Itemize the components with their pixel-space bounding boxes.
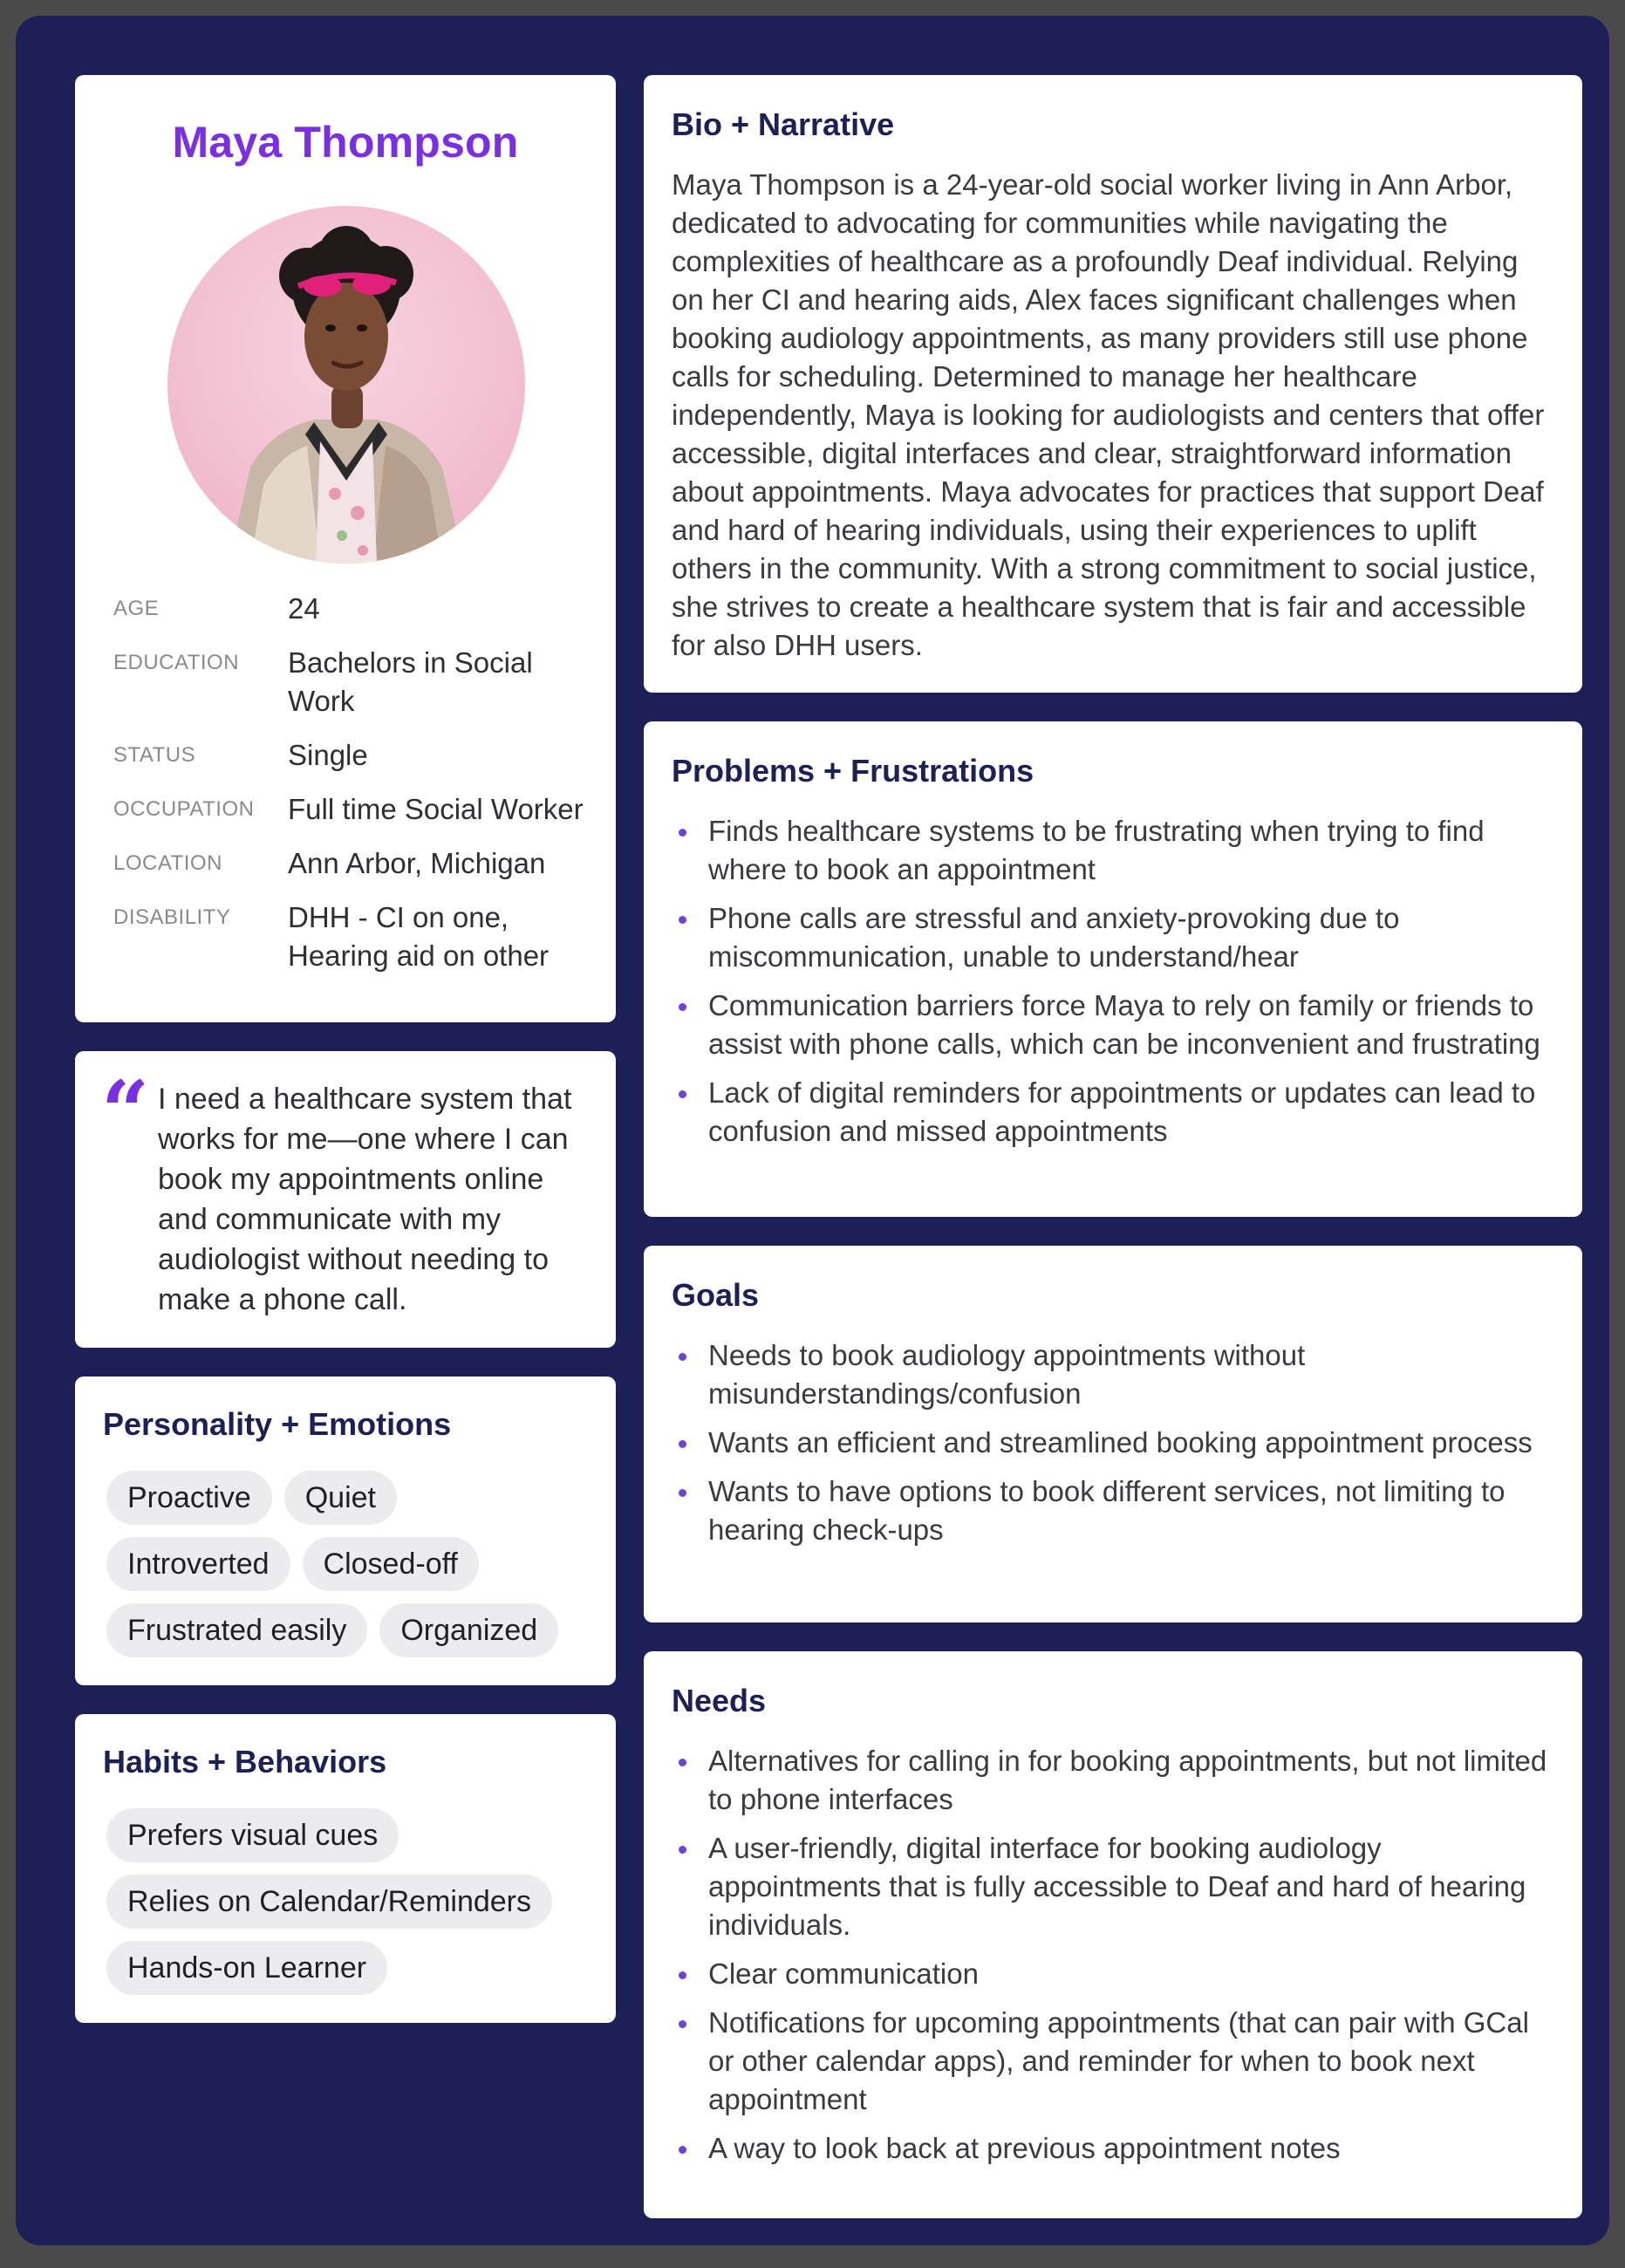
tag-chip: Introverted <box>106 1537 290 1591</box>
fact-occupation <box>113 790 590 829</box>
list-item: Communication barriers force Maya to rely on family or friends to assist with phone calls, which can be inconvenient and frustrating <box>672 987 1561 1063</box>
personality-card <box>75 1377 616 1685</box>
tag-chip: Hands-on Learner <box>106 1941 387 1995</box>
list-item: A user-friendly, digital interface for booking audiology appointments that is fully accessible to Deaf and hard of hearing individuals. <box>672 1829 1561 1944</box>
persona-name: Maya Thompson <box>172 118 519 167</box>
fact-label: DISABILITY <box>113 905 231 929</box>
bio-card <box>644 75 1582 693</box>
fact-education <box>113 644 590 721</box>
fact-value: Single <box>288 739 368 771</box>
problems-title: Problems + Frustrations <box>672 753 1034 789</box>
fact-value: Bachelors in Social Work <box>288 646 533 717</box>
needs-card <box>644 1651 1582 2218</box>
bio-title: Bio + Narrative <box>672 106 895 142</box>
fact-value: Ann Arbor, Michigan <box>288 847 546 879</box>
list-item: Needs to book audiology appointments without misunderstandings/confusion <box>672 1336 1561 1413</box>
list-item: A way to look back at previous appointment notes <box>672 2129 1561 2168</box>
avatar <box>167 206 525 564</box>
tag-chip: Quiet <box>284 1471 397 1525</box>
habits-tags <box>106 1808 598 2007</box>
fact-label: LOCATION <box>113 851 222 875</box>
list-item: Finds healthcare systems to be frustrating when trying to find where to book an appointment <box>672 812 1561 889</box>
goals-title: Goals <box>672 1277 760 1313</box>
fact-value: DHH - CI on one, Hearing aid on other <box>288 901 550 972</box>
fact-value: Full time Social Worker <box>288 793 584 825</box>
quote-icon: “ <box>101 1062 150 1161</box>
tag-chip: Frustrated easily <box>106 1603 367 1657</box>
goals-list <box>672 1336 1561 1560</box>
quote-text: I need a healthcare system that works for me—one where I can book my appointments online and communicate with my audiologist without needing to make a phone call. <box>158 1083 572 1316</box>
fact-status <box>113 736 590 775</box>
tag-chip: Prefers visual cues <box>106 1808 399 1862</box>
list-item: Wants to have options to book different services, not limiting to hearing check-ups <box>672 1472 1561 1549</box>
personality-tags <box>106 1471 598 1670</box>
list-item: Clear communication <box>672 1955 1561 1993</box>
fact-age <box>113 590 590 628</box>
goals-card <box>644 1246 1582 1622</box>
habits-title: Habits + Behaviors <box>103 1744 387 1780</box>
list-item: Lack of digital reminders for appointments or updates can lead to confusion and missed appointments <box>672 1074 1561 1151</box>
list-item: Alternatives for calling in for booking appointments, but not limited to phone interfaces <box>672 1742 1561 1819</box>
avatar-illustration <box>167 206 525 564</box>
problems-list <box>672 812 1561 1161</box>
habits-card <box>75 1714 616 2023</box>
fact-label: EDUCATION <box>113 651 240 674</box>
tag-chip: Closed-off <box>303 1537 479 1591</box>
bio-text: Maya Thompson is a 24-year-old social worker living in Ann Arbor, dedicated to advocating for communities while navigating the complexities of healthcare as a profoundly Deaf individual. Relying on her CI and hearing aids, Alex faces significant challenges when booking audiology appointments, as many providers still use phone calls for scheduling. Determined to manage her healthcare independently, Maya is looking for audiologists and centers that offer accessible, digital interfaces and clear, straightforward information about appointments. Maya advocates for practices that support Deaf and hard of hearing individuals, using their experiences to uplift others in the community. With a strong commitment to social justice, she strives to create a healthcare system that is fair and accessible for also DHH users. <box>672 168 1545 661</box>
fact-disability <box>113 898 590 975</box>
problems-card <box>644 721 1582 1217</box>
persona-board <box>16 16 1609 2245</box>
needs-list <box>672 1742 1561 2178</box>
tag-chip: Relies on Calendar/Reminders <box>106 1875 552 1929</box>
list-item: Phone calls are stressful and anxiety-provoking due to miscommunication, unable to understand/hear <box>672 899 1561 976</box>
quote-card <box>75 1051 616 1348</box>
needs-title: Needs <box>672 1683 767 1718</box>
fact-label: AGE <box>113 597 160 620</box>
fact-location <box>113 844 590 883</box>
persona-facts <box>113 590 590 991</box>
tag-chip: Proactive <box>106 1471 272 1525</box>
list-item: Wants an efficient and streamlined booking appointment process <box>672 1424 1561 1462</box>
fact-value: 24 <box>288 592 320 625</box>
fact-label: STATUS <box>113 743 196 767</box>
list-item: Notifications for upcoming appointments (that can pair with GCal or other calendar apps), and reminder for when to book next appointment <box>672 2004 1561 2119</box>
tag-chip: Organized <box>379 1603 558 1657</box>
personality-title: Personality + Emotions <box>103 1406 452 1442</box>
fact-label: OCCUPATION <box>113 797 255 821</box>
profile-card <box>75 75 616 1022</box>
